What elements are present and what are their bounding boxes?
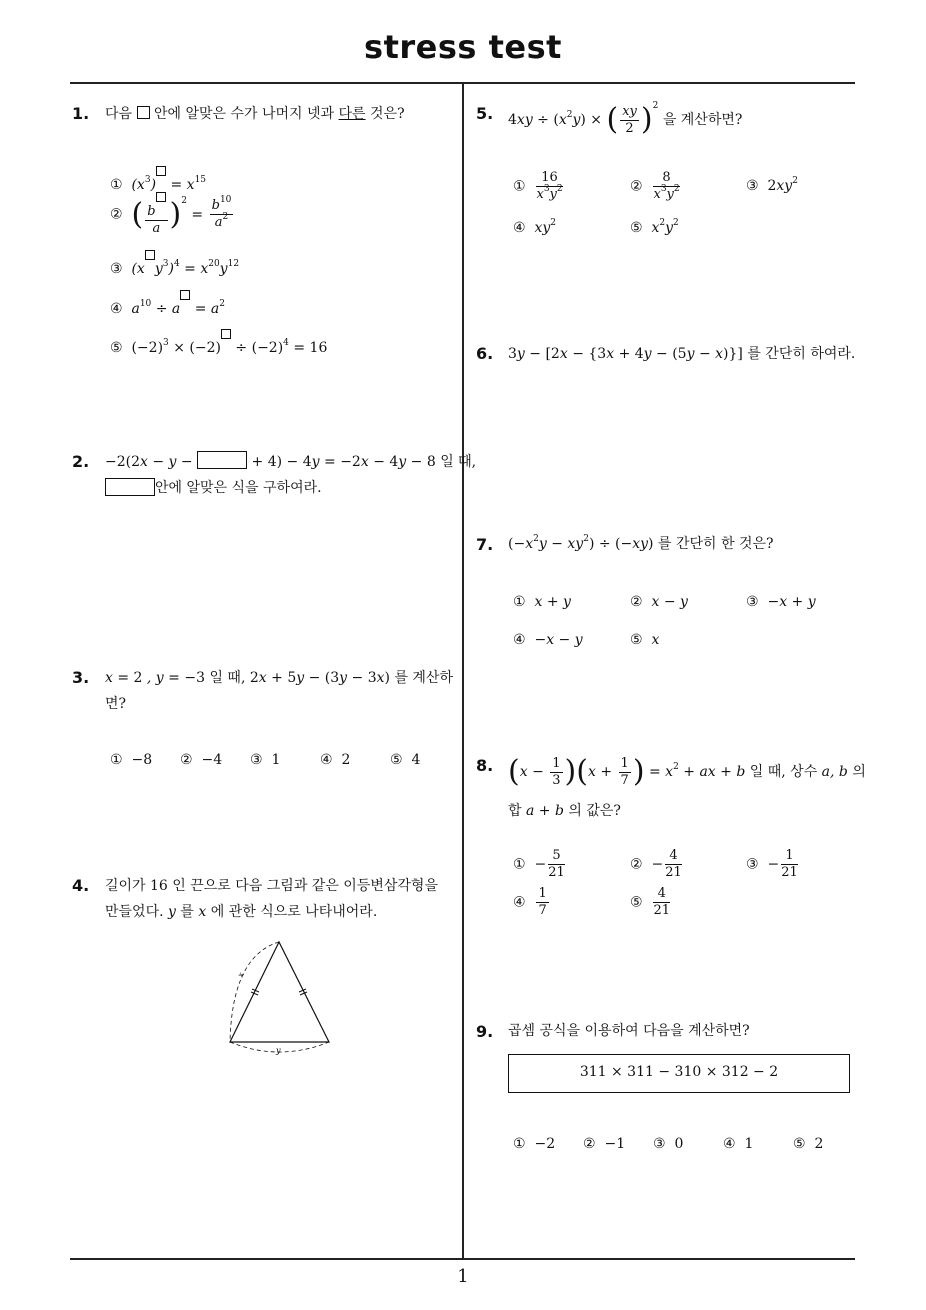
q1-option-3[interactable]: ③ (x $y^3)^4 = x^{20}y^{12}$	[110, 250, 239, 277]
question-9-number: 9.	[476, 1022, 494, 1041]
q9-option-2[interactable]: ② −1	[583, 1136, 626, 1152]
q3-option-1[interactable]: ① −8	[110, 752, 153, 768]
tick-right-2	[300, 992, 307, 995]
question-1-number: 1.	[72, 104, 90, 123]
question-3-text: x = 2 , y = −3 일 때, 2x + 5y − (3y − 3x) 를 계산하 면?	[105, 670, 453, 712]
question-2-text: −2(2x − y − + 4) − 4y = −2x − 4y − 8 일 때, 안에 알맞은 식을 구하여라.	[105, 449, 476, 501]
q3-option-4[interactable]: ④ 2	[320, 752, 351, 768]
q7-option-4[interactable]: ④ −x − y	[513, 632, 583, 648]
question-2-number: 2.	[72, 452, 90, 471]
q5-option-5[interactable]: ⑤ $x^2y^2$	[630, 218, 679, 236]
q1-option-4[interactable]: ④ $a^{10} \div a = a^2$	[110, 290, 225, 317]
q1-option-1[interactable]: ① $(x^3) = x^{15}$	[110, 166, 206, 193]
question-4-text: 길이가 16 인 끈으로 다음 그림과 같은 이등변삼각형을 만들었다. y 를 x 에 관한 식으로 나타내어라.	[105, 878, 438, 920]
question-3-number: 3.	[72, 668, 90, 687]
q3-option-5[interactable]: ⑤ 4	[390, 752, 421, 768]
question-5-text: $4xy \div (x^2y)$ × ( $\frac{xy}{2}$ )$^2$ 을 계산하면?	[508, 101, 743, 137]
q7-option-1[interactable]: ① x + y	[513, 594, 571, 610]
question-7-number: 7.	[476, 535, 494, 554]
page-title: stress test	[364, 28, 562, 66]
q9-option-1[interactable]: ① −2	[513, 1136, 556, 1152]
q8-option-4[interactable]: ④ $\frac{1}{7}$	[513, 886, 547, 918]
question-7-text: $(-x^2y - xy^2) \div (-xy)$ 를 간단히 한 것은?	[508, 534, 774, 552]
q9-option-3[interactable]: ③ 0	[653, 1136, 684, 1152]
q8-option-3[interactable]: ③ − $\frac{1}{21}$	[746, 848, 798, 880]
question-6-text: 3y − [2x − {3x + 4y − (5y − x)}] 를 간단히 하여라.	[508, 346, 856, 362]
q1-option-5[interactable]: ⑤ $(-2)^3 \times (-2) \div (-2)^4 = 16$	[110, 329, 327, 356]
question-6-number: 6.	[476, 344, 494, 363]
question-1-text: 다음 안에 알맞은 수가 나머지 넷과 다른 것은?	[105, 106, 405, 122]
label-y: y	[276, 1046, 281, 1055]
label-x: x	[235, 970, 246, 979]
question-9-text: 곱셈 공식을 이용하여 다음을 계산하면?	[508, 1023, 750, 1039]
isosceles-triangle-figure	[222, 936, 338, 1060]
q8-option-2[interactable]: ② − $\frac{4}{21}$	[630, 848, 682, 880]
q5-option-2[interactable]: ② $\frac{8}{x^3y^2}$	[630, 170, 680, 202]
question-5-number: 5.	[476, 104, 494, 123]
q3-option-2[interactable]: ② −4	[180, 752, 223, 768]
question-8-text: (x − $\frac{1}{3}$ )(x + $\frac{1}{7}$ ) = $x^2$ + ax + b 일 때, 상수 a, b 의	[508, 754, 866, 789]
q9-expression: 311 × 311 − 310 × 312 − 2	[579, 1064, 779, 1080]
q9-option-4[interactable]: ④ 1	[723, 1136, 754, 1152]
q8-option-5[interactable]: ⑤ $\frac{4}{21}$	[630, 886, 671, 918]
q8-option-1[interactable]: ① − $\frac{5}{21}$	[513, 848, 565, 880]
q5-option-1[interactable]: ① $\frac{16}{x^3y^2}$	[513, 170, 563, 202]
q5-option-4[interactable]: ④ $xy^2$	[513, 218, 557, 236]
question-4-number: 4.	[72, 876, 90, 895]
triangle	[230, 942, 329, 1042]
q1-option-2[interactable]: ② ( $\frac{b}{a}$ )$^2$ = $\frac{b^{10}}{a^2}$	[110, 192, 235, 237]
question-8-line2: 합 a + b 의 값은?	[508, 803, 621, 819]
footer-rule	[70, 1258, 855, 1260]
q7-option-5[interactable]: ⑤ x	[630, 632, 660, 648]
q5-option-3[interactable]: ③ $2xy^2$	[746, 176, 798, 194]
page-number: 1	[457, 1266, 469, 1287]
q9-option-5[interactable]: ⑤ 2	[793, 1136, 824, 1152]
q7-option-2[interactable]: ② x − y	[630, 594, 688, 610]
question-8-number: 8.	[476, 756, 494, 775]
q7-option-3[interactable]: ③ −x + y	[746, 594, 816, 610]
q3-option-3[interactable]: ③ 1	[250, 752, 281, 768]
column-divider	[462, 83, 464, 1259]
